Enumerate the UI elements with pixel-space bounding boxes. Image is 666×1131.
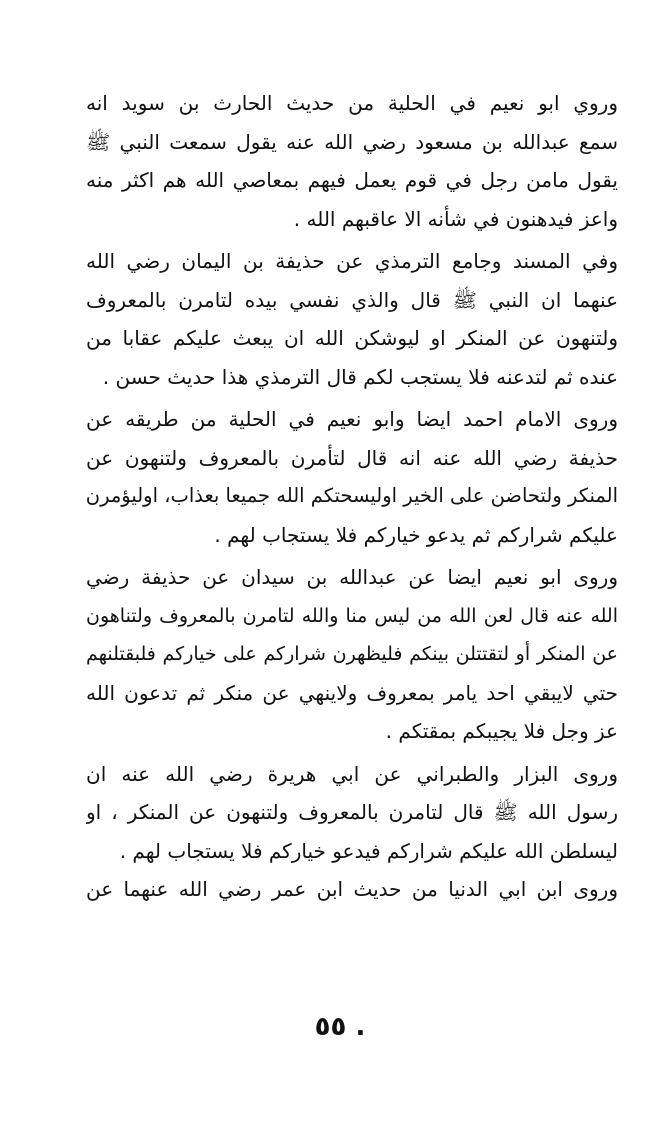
page-number: ٥٥ . — [314, 1012, 366, 1042]
text-line: عز وجل فلا يجيبكم بمقتكم . — [385, 719, 618, 743]
text-line: الله عنه قال لعن الله من ليس منا والله لتامرن بالمعروف ولتناهون — [86, 604, 618, 627]
text-line: وروى البزار والطبراني عن ابي هريرة رضي الله عنه ان — [86, 761, 618, 786]
text-line: وروى الامام احمد ايضا وابو نعيم في الحلية من طريقه عن — [86, 407, 618, 431]
text-line: وروي ابو نعيم في الحلية من حديث الحارث بن سويد انه — [86, 91, 618, 115]
text-line: عنده ثم لتدعنه فلا يستجب لكم قال الترمذي هذا حديث حسن . — [102, 364, 618, 389]
text-line: وروى ابن ابي الدنيا من حديث ابن عمر رضي الله عنهما عن — [86, 877, 618, 901]
text-line: وروى ابو نعيم ايضا عن عبدالله بن سيدان عن حذيفة رضي — [86, 565, 618, 589]
text-line: سمع عبدالله بن مسعود رضي الله عنه يقول سمعت النبي ﷺ — [86, 129, 618, 154]
text-line: المنكر ولتحاضن على الخير اوليسحتكم الله جميعا بعذاب، اوليؤمرن — [86, 484, 618, 507]
text-line: عنهما ان النبي ﷺ قال والذي نفسي بيده لتامرن بالمعروف — [86, 287, 618, 312]
text-line: حذيفة رضي الله عنه انه قال لتأمرن بالمعروف ولتنهون عن — [86, 445, 618, 470]
text-line: عليكم شراركم ثم يدعو خياركم فلا يستجاب لهم . — [214, 522, 618, 547]
paragraph — [86, 84, 618, 238]
text-line: واعز فيدهنون في شأنه الا عاقبهم الله . — [293, 206, 618, 231]
text-line: وفي المسند وجامع الترمذي عن حذيفة بن اليمان رضي الله — [86, 249, 618, 273]
paragraph — [86, 242, 618, 396]
page-text — [86, 84, 618, 909]
text-line: حتي لايبقي احد يامر بمعروف ولاينهي عن منكر ثم تدعون الله — [86, 680, 618, 705]
text-line: ليسلطن الله عليكم شراركم فيدعو خياركم فلا يستجاب لهم . — [119, 838, 618, 863]
text-line: ولتنهون عن المنكر او ليوشكن الله ان يبعث عليكم عقابا من — [86, 326, 618, 350]
paragraph — [86, 558, 618, 751]
paragraph — [86, 870, 618, 909]
text-line: يقول مامن رجل في قوم يعمل فيهم بمعاصي الله هم اكثر منه — [86, 168, 618, 192]
text-line: رسول الله ﷺ قال لتامرن بالمعروف ولتنهون عن المنكر ، او — [86, 800, 618, 824]
text-line: عن المنكر أو لتقتتلن بينكم فليظهرن شراركم على خياركم فلبقتلنهم — [86, 643, 618, 665]
paragraph — [86, 755, 618, 871]
paragraph — [86, 400, 618, 554]
